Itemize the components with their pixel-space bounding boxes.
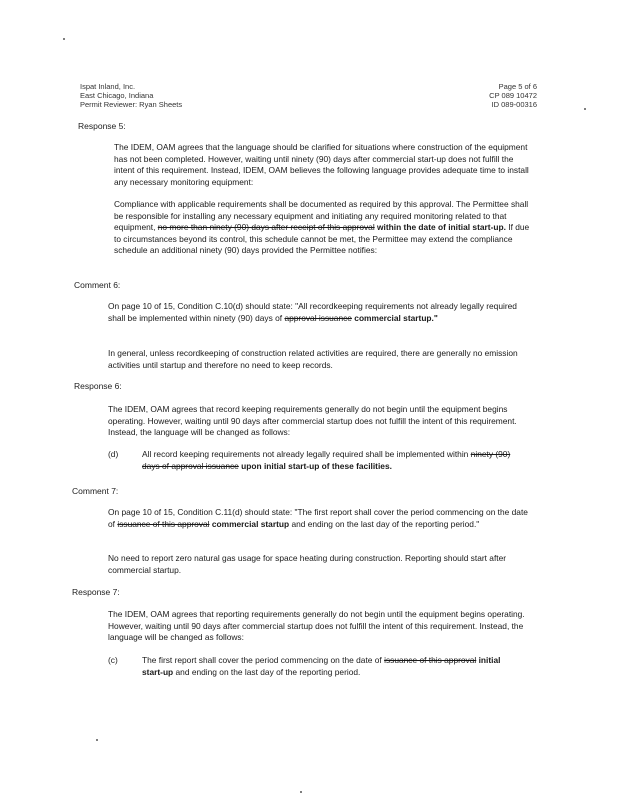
scan-speck <box>300 791 302 793</box>
added-text: upon initial start-up of these facilities. <box>241 460 392 471</box>
header-cp: CP 089 10472 <box>489 91 537 100</box>
header-company: Ispat Inland, Inc. <box>80 82 136 91</box>
response-7-item-letter: (c) <box>108 655 118 665</box>
response-6-item-letter: (d) <box>108 449 119 459</box>
deleted-text: approval issuance <box>284 312 352 323</box>
added-text: within the date of initial start-up. <box>377 222 506 232</box>
response-6-paragraph: The IDEM, OAM agrees that record keeping requirements generally do not begin until the equipment begins operating. However, waiting until 90 days after commercial startup does not fulfill the intent of this requirement. Instead, the language will be changed as follows: <box>108 404 517 437</box>
response-5-quoted-paragraph: Compliance with applicable requirements shall be documented as required by this approval. The Permittee shall be responsible for installing any necessary equipment and initiating any required monitoring related to that equipment, no more than ninety (90) days after receipt of this approval within the date of initial start-up. If due to circumstances beyond its control, this schedule cannot be met, the Permittee may extend the compliance schedule an additional ninety (90) days provided the Permittee notifies: <box>114 199 530 255</box>
scan-speck <box>96 739 98 741</box>
header-reviewer: Permit Reviewer: Ryan Sheets <box>80 100 183 109</box>
added-text: commercial startup." <box>354 312 438 323</box>
response-6-item: All record keeping requirements not already legally required shall be implemented within ninety (90) days of approval issuance upon initial start-up of these facilities. <box>142 449 511 471</box>
comment-7-paragraph: On page 10 of 15, Condition C.11(d) should state: "The first report shall cover the period commencing on the date of issuance of this approval commercial startup and ending on the last day of the reporting period." <box>108 507 528 529</box>
comment-7-paragraph-2: No need to report zero natural gas usage for space heating during construction. Reporting should start after commercial startup. <box>108 553 507 575</box>
response-5-label: Response 5: <box>78 121 126 131</box>
added-text: initial start-up <box>142 655 501 677</box>
scan-speck <box>584 108 586 110</box>
deleted-text: issuance of this approval <box>117 518 210 529</box>
response-7-label: Response 7: <box>72 587 120 597</box>
deleted-text: ninety (90) days of approval issuance <box>142 449 511 471</box>
header-id: ID 089-00316 <box>491 100 537 109</box>
header-location: East Chicago, Indiana <box>80 91 154 100</box>
response-5-paragraph: The IDEM, OAM agrees that the language should be clarified for situations where construction of the equipment has not been completed. However, waiting until ninety (90) days after commercial start-up does not fulfill the intent of this requirement. Instead, IDEM, OAM believes the following language provides adequate time to install any necessary monitoring equipment: <box>114 142 529 187</box>
deleted-text: issuance of this approval <box>384 655 477 665</box>
added-text: commercial startup <box>211 518 290 529</box>
comment-6-paragraph-2: In general, unless recordkeeping of construction related activities are required, there are generally no emission activities until startup and therefore no need to keep records. <box>108 348 518 370</box>
response-6-label: Response 6: <box>74 381 122 391</box>
comment-6-label: Comment 6: <box>74 280 121 290</box>
header-left <box>80 82 182 109</box>
comment-6-paragraph: On page 10 of 15, Condition C.10(d) should state: "All recordkeeping requirements not already legally required shall be implemented within ninety (90) days of approval issuance commercial startup." <box>108 301 517 323</box>
response-7-item: The first report shall cover the period commencing on the date of issuance of this approval initial start-up and ending on the last day of the reporting period. <box>142 655 501 677</box>
header-page: Page 5 of 6 <box>498 82 537 91</box>
deleted-text: no more than ninety (90) days after receipt of this approval <box>157 222 375 232</box>
header-right <box>489 82 537 109</box>
response-7-paragraph: The IDEM, OAM agrees that reporting requirements generally do not begin until the equipment begins operating. However, waiting until 90 days after commercial startup does not fulfill the intent of this requirement. Instead, the language will be changed as follows: <box>108 609 525 642</box>
comment-7-label: Comment 7: <box>72 486 119 496</box>
scan-speck <box>63 38 65 40</box>
